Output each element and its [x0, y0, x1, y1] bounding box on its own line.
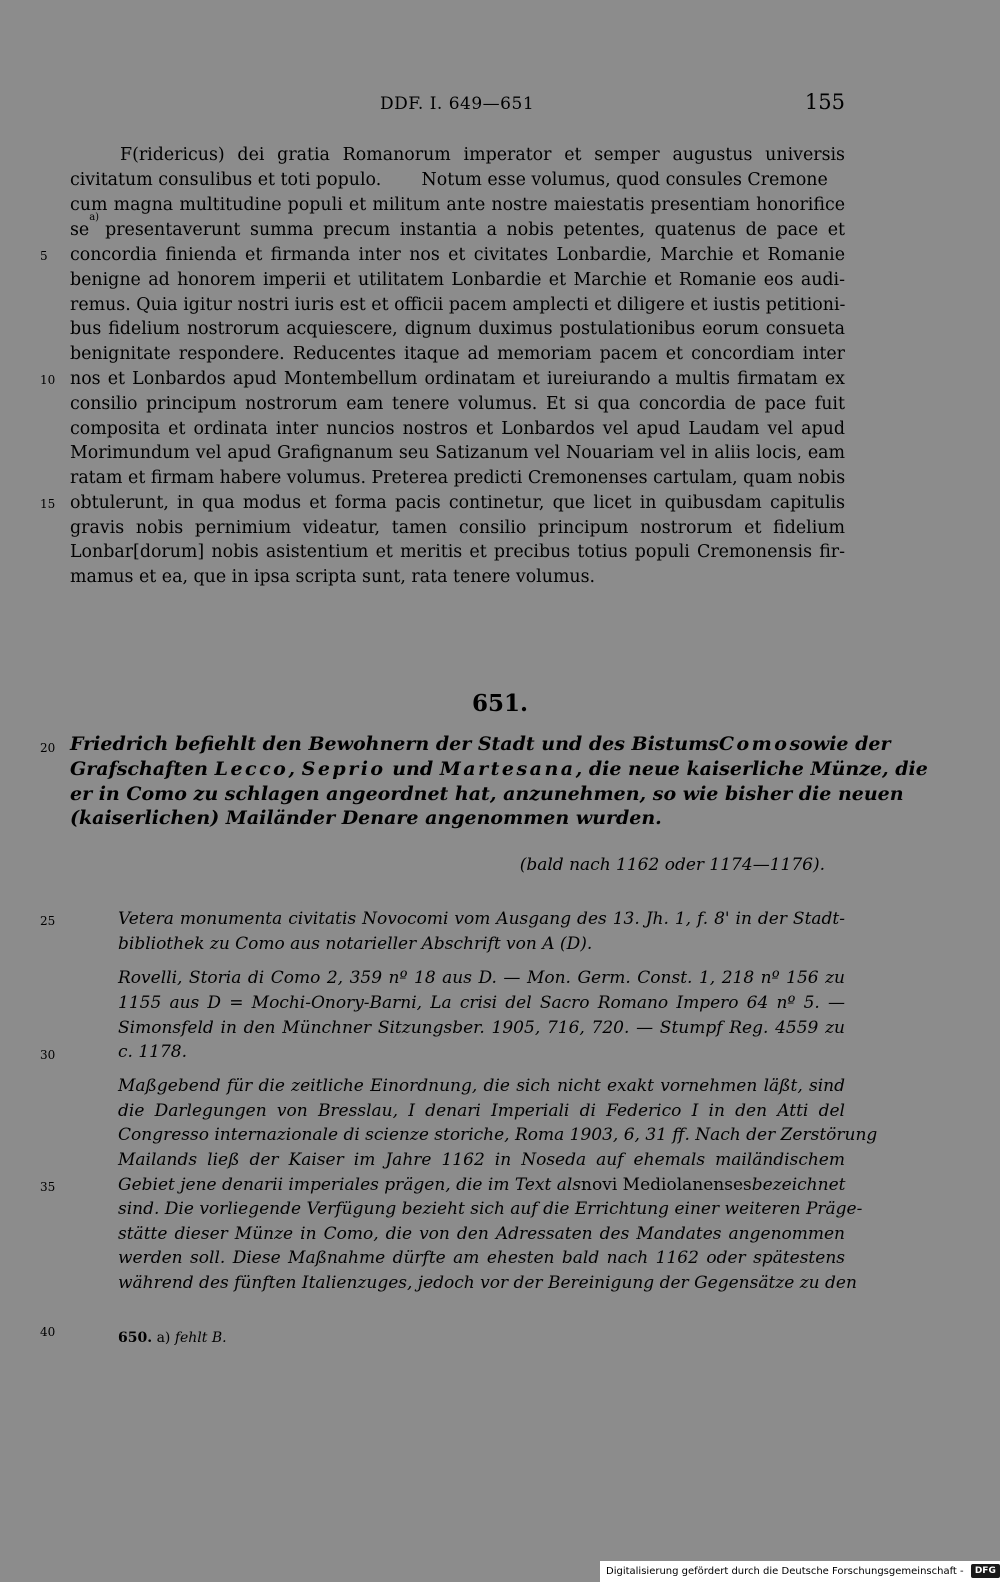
note-line: c. 1178.: [118, 1042, 187, 1062]
line-number: 35: [40, 1180, 56, 1194]
word-se: se: [70, 220, 90, 240]
note-text: Gebiet jene denarii imperiales prägen, die im Text als: [118, 1175, 582, 1195]
regest-line: er in Como zu schlagen angeordnet hat, anzunehmen, so wie bisher die neuen: [70, 783, 904, 805]
note-line: Simonsfeld in den Münchner Sitzungsber. 1905, 716, 720. — Stumpf Reg. 4559 zu: [118, 1018, 845, 1038]
regest-text: Grafschaften: [70, 758, 208, 780]
footnote-text: fehlt B.: [174, 1330, 227, 1346]
note-line: stätte dieser Münze in Como, die von den Adressaten des Mandates angenommen: [118, 1224, 845, 1244]
page-header: [70, 92, 845, 122]
quoted-term: novi Mediolanenses: [581, 1175, 752, 1195]
line-number: 40: [40, 1325, 56, 1339]
text-line: benigne ad honorem imperii et utilitatem Lonbardie et Marchie et Romanie eos audi-: [70, 270, 845, 290]
regest-line: [70, 732, 891, 757]
date-line: (bald nach 1162 oder 1174—1176).: [519, 855, 825, 875]
text-line: bus fidelium nostrorum acquiescere, dignum duximus postulationibus eorum consueta: [70, 319, 845, 339]
note-line: 1155 aus D = Mochi-Onory-Barni, La crisi del Sacro Romano Impero 64 nº 5. —: [118, 993, 845, 1013]
text-line: Morimundum vel apud Grafignanum seu Satizanum vel Nouariam vel in aliis locis, eam: [70, 443, 845, 463]
text-line: benignitate respondere. Reducentes itaque ad memoriam pacem et concordiam inter: [70, 344, 845, 364]
note-line: Mailands ließ der Kaiser im Jahre 1162 in Noseda auf ehemals mailändischem: [118, 1150, 845, 1170]
line-number: 30: [40, 1048, 56, 1062]
note-line: während des fünften Italienzuges, jedoch vor der Bereinigung der Gegensätze zu den: [118, 1273, 857, 1293]
text-line-rest: presentaverunt summa precum instantia a nobis petentes, quatenus de pace et: [105, 220, 845, 240]
place-martesana: Martesana: [439, 758, 576, 780]
text-line: remus. Quia igitur nostri iuris est et officii pacem amplecti et diligere et iustis petitioni-: [70, 295, 846, 315]
text-line: concordia finienda et firmanda inter nos et civitates Lonbardie, Marchie et Romanie: [70, 245, 845, 265]
footnote-mark: a): [89, 212, 100, 223]
text-line: mamus et ea, que in ipsa scripta sunt, rata tenere volumus.: [70, 567, 596, 587]
line-number: 10: [40, 373, 56, 387]
regest-text: sowie der: [789, 733, 891, 755]
note-line: die Darlegungen von Bresslau, I denari Imperiali di Federico I in den Atti del: [118, 1101, 845, 1121]
text-line: gravis nobis pernimium videatur, tamen consilio principum nostrorum et fidelium: [70, 518, 845, 538]
text-line: F(ridericus) dei gratia Romanorum imperator et semper augustus universis: [120, 145, 845, 165]
note-line: Rovelli, Storia di Como 2, 359 nº 18 aus D. — Mon. Germ. Const. 1, 218 nº 156 zu: [118, 968, 845, 988]
text-line: ratam et firmam habere volumus. Preterea predicti Cremonenses cartulam, quam nobis: [70, 468, 846, 488]
dfg-logo: DFG: [971, 1564, 1000, 1578]
text-line: [70, 212, 845, 243]
regest-line: (kaiserlichen) Mailänder Denare angenommen wurden.: [70, 807, 662, 829]
footnote: [118, 1330, 227, 1346]
text-line: nos et Lonbardos apud Montembellum ordinatam et iureiurando a multis firmatam ex: [70, 369, 845, 389]
running-head: DDF. I. 649—651: [380, 94, 535, 114]
note-line: [118, 1173, 845, 1198]
footnote-mark: a): [156, 1330, 171, 1346]
text-line: obtulerunt, in qua modus et forma pacis continetur, que licet in quibusdam capitulis: [70, 493, 845, 513]
regest-text: und: [392, 758, 434, 780]
line-number: 20: [40, 741, 56, 755]
line-number: 25: [40, 914, 56, 928]
note-line: werden soll. Diese Maßnahme dürfte am ehesten bald nach 1162 oder spätestens: [118, 1248, 845, 1268]
text-line: Lonbar[dorum] nobis asistentium et meritis et precibus totius populi Cremonensis fir-: [70, 542, 845, 562]
page-number: 155: [804, 90, 845, 114]
text-line: consilio principum nostrorum eam tenere volumus. Et si qua concordia de pace fuit: [70, 394, 845, 414]
place-seprio: Seprio: [301, 758, 386, 780]
regest-line: Grafschaften Lecco, Seprio und Martesana, die neue kaiserliche Münze, die: [70, 758, 928, 780]
text-line: composita et ordinata inter nuncios nostros et Lonbardos vel apud Laudam vel apud: [70, 419, 845, 439]
note-line: sind. Die vorliegende Verfügung bezieht sich auf die Errichtung einer weiteren Präge-: [118, 1199, 863, 1219]
place-lecco: Lecco: [214, 758, 289, 780]
document-number: 651.: [471, 690, 529, 717]
line-number: 5: [40, 249, 48, 263]
note-line: Congresso internazionale di scienze storiche, Roma 1903, 6, 31 ff. Nach der Zerstörung: [118, 1125, 878, 1145]
note-text: bezeichnet: [751, 1175, 846, 1195]
digitization-credit: [600, 1561, 1000, 1582]
line-number: 15: [40, 497, 56, 511]
credit-text: Digitalisierung gefördert durch die Deutsche Forschungsgemeinschaft -: [606, 1566, 964, 1577]
text-line: cum magna multitudine populi et militum ante nostre maiestatis presentiam honorifice: [70, 195, 845, 215]
note-line: Maßgebend für die zeitliche Einordnung, die sich nicht exakt vornehmen läßt, sind: [118, 1076, 845, 1096]
text-line: civitatum consulibus et toti populo. Notum esse volumus, quod consules Cremone: [70, 170, 828, 190]
regest-text: Friedrich befiehlt den Bewohnern der Stadt und des Bistums: [70, 733, 719, 755]
regest-text: , die neue kaiserliche Münze, die: [575, 758, 928, 780]
footnote-doc: 650.: [118, 1330, 153, 1346]
place-como: Como: [718, 733, 790, 755]
note-line: Vetera monumenta civitatis Novocomi vom Ausgang des 13. Jh. 1, f. 8' in der Stadt-: [118, 909, 845, 929]
note-line: bibliothek zu Como aus notarieller Abschrift von A (D).: [118, 934, 593, 954]
